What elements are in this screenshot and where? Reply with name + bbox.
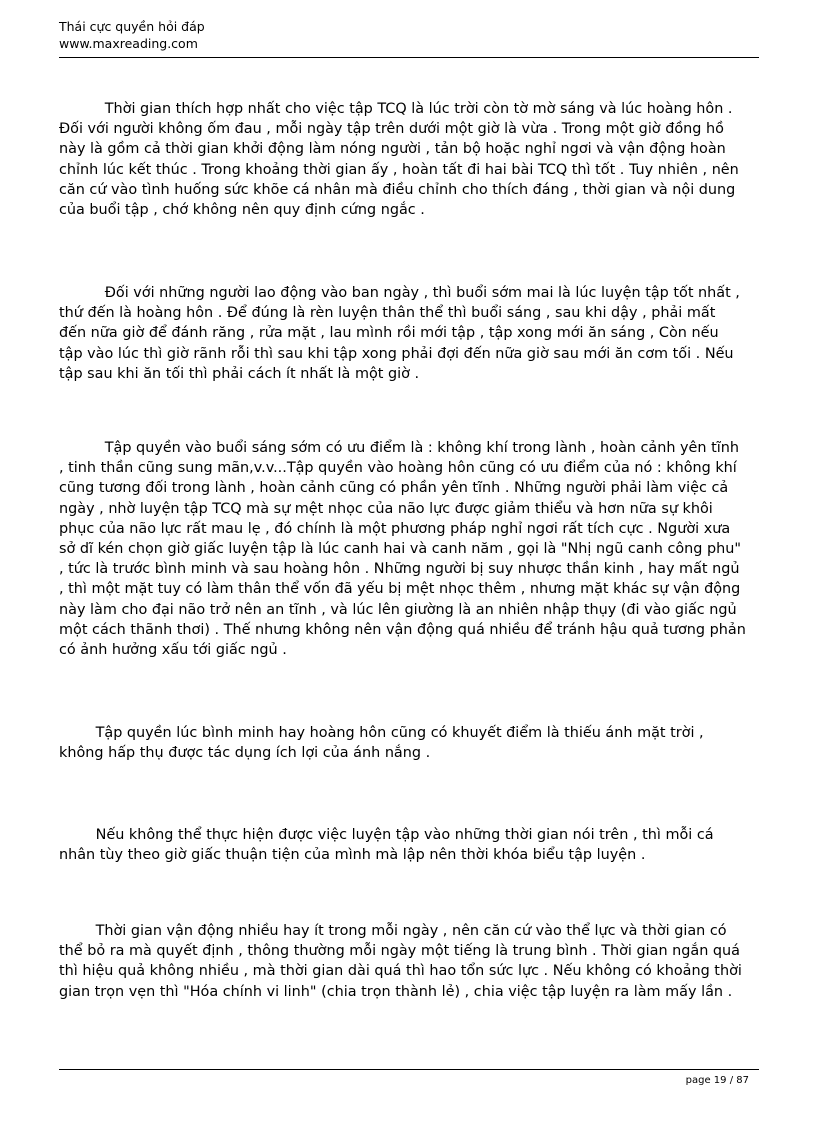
text-line: Thời gian vận động nhiều hay ít trong mỗi ngày , nên căn cứ vào thể lực và thời gian có bbox=[59, 923, 727, 939]
text-line: , tinh thần cũng sung mãn,v.v...Tập quyền vào hoàng hôn cũng có ưu điểm của nó : không khí bbox=[59, 460, 737, 477]
text-line: tập vào lúc thì giờ rãnh rỗi thì sau khi tập xong phải đợi đến nữa giờ sau mới ăn cơm tối . Nếu bbox=[59, 345, 734, 362]
paragraph-1 bbox=[59, 99, 759, 220]
page-header bbox=[59, 18, 759, 52]
page-number: page 19 / 87 bbox=[685, 1075, 749, 1086]
text-line: Tập quyền lúc bình minh hay hoàng hôn cũng có khuyết điểm là thiếu ánh mặt trời , bbox=[59, 725, 704, 741]
header-divider bbox=[59, 57, 759, 58]
paragraph-6 bbox=[59, 921, 759, 1002]
text-line: Đối với người không ốm đau , mỗi ngày tập trên dưới một giờ là vừa . Trong một giờ đồng hồ bbox=[59, 121, 724, 138]
text-line: tập sau khi ăn tối thì phải cách ít nhất là một giờ . bbox=[59, 365, 420, 382]
text-line: ngày , nhờ luyện tập TCQ mà sự mệt nhọc của não lực được giảm thiểu và hơn nữa sự khôi bbox=[59, 500, 713, 517]
text-line: một cách thãnh thơi) . Thế nhưng không nên vận động quá nhiều để tránh hậu quả tương phản bbox=[59, 621, 746, 638]
text-line: phục của não lực rất mau lẹ , đó chính là một phương pháp nghỉ ngơi rất tích cực . Người xưa bbox=[59, 520, 731, 537]
text-line: cũng tương đối trong lành , hoàn cảnh cũng có phần yên tĩnh . Những người phải làm việc cả bbox=[59, 480, 729, 497]
text-line: không hấp thụ được tác dụng ích lợi của ánh nắng . bbox=[59, 745, 431, 762]
text-line: của buổi tập , chớ không nên quy định cứng ngắc . bbox=[59, 202, 425, 219]
text-line: sở dĩ kén chọn giờ giấc luyện tập là lúc canh hai và canh năm , gọi là "Nhị ngũ canh công phu" bbox=[59, 541, 741, 558]
text-line: Nếu không thể thực hiện được việc luyện tập vào những thời gian nói trên , thì mỗi cá bbox=[59, 827, 714, 843]
text-line: đến nữa giờ để đánh răng , rửa mặt , lau mình rồi mới tập , tập xong mới ăn sáng , Còn nếu bbox=[59, 325, 719, 342]
header-url[interactable]: www.maxreading.com bbox=[59, 36, 198, 51]
text-line: Tập quyền vào buổi sáng sớm có ưu điểm là : không khí trong lành , hoàn cảnh yên tĩnh bbox=[59, 440, 739, 456]
paragraph-4 bbox=[59, 723, 759, 763]
text-line: , thì một mặt tuy có làm thân thể vốn đã yếu bị mệt nhọc thêm , nhưng mặt khác sự vận động bbox=[59, 581, 741, 598]
text-line: , tức là trước bình minh và sau hoàng hôn . Những người bị suy nhược thần kinh , hay mất ngủ bbox=[59, 561, 740, 578]
text-line: có ảnh hưởng xấu tới giấc ngủ . bbox=[59, 642, 287, 659]
text-line: căn cứ vào tình huống sức khõe cá nhân mà điều chỉnh cho thích đáng , thời gian và nội dung bbox=[59, 181, 736, 198]
text-line: thể bỏ ra mà quyết định , thông thường mỗi ngày một tiếng là trung bình . Thời gian ngắn quá bbox=[59, 943, 740, 960]
text-line: thì hiệu quả không nhiều , mà thời gian dài quá thì hao tổn sức lực . Nếu không có khoảng thời bbox=[59, 963, 742, 980]
text-line: này làm cho đại não trở nên an tĩnh , và lúc lên giường là an nhiên nhập thụy (đi vào giấc ngủ bbox=[59, 601, 737, 618]
paragraph-2 bbox=[59, 283, 759, 384]
paragraph-5 bbox=[59, 825, 759, 865]
text-line: nhân tùy theo giờ giấc thuận tiện của mình mà lập nên thời khóa biểu tập luyện . bbox=[59, 847, 646, 864]
text-line: gian trọn vẹn thì "Hóa chính vi linh" (chia trọn thành lẻ) , chia việc tập luyện ra làm mấy lần . bbox=[59, 983, 733, 1000]
footer-divider bbox=[59, 1069, 759, 1070]
paragraph-3 bbox=[59, 438, 759, 660]
header-title: Thái cực quyền hỏi đáp bbox=[59, 19, 205, 34]
text-line: chỉnh lúc kết thúc . Trong khoảng thời gian ấy , hoàn tất đi hai bài TCQ thì tốt . Tuy nhiên , nên bbox=[59, 161, 739, 178]
text-line: thứ đến là hoàng hôn . Để đúng là rèn luyện thân thể thì buổi sáng , sau khi dậy , phải mất bbox=[59, 305, 716, 322]
text-line: Đối với những người lao động vào ban ngày , thì buổi sớm mai là lúc luyện tập tốt nhất , bbox=[59, 285, 740, 301]
text-line: này là gồm cả thời gian khởi động làm nóng người , tản bộ hoặc nghỉ ngơi và vận động hoàn bbox=[59, 141, 726, 158]
text-line: Thời gian thích hợp nhất cho việc tập TCQ là lúc trời còn tờ mờ sáng và lúc hoàng hôn . bbox=[59, 101, 733, 117]
